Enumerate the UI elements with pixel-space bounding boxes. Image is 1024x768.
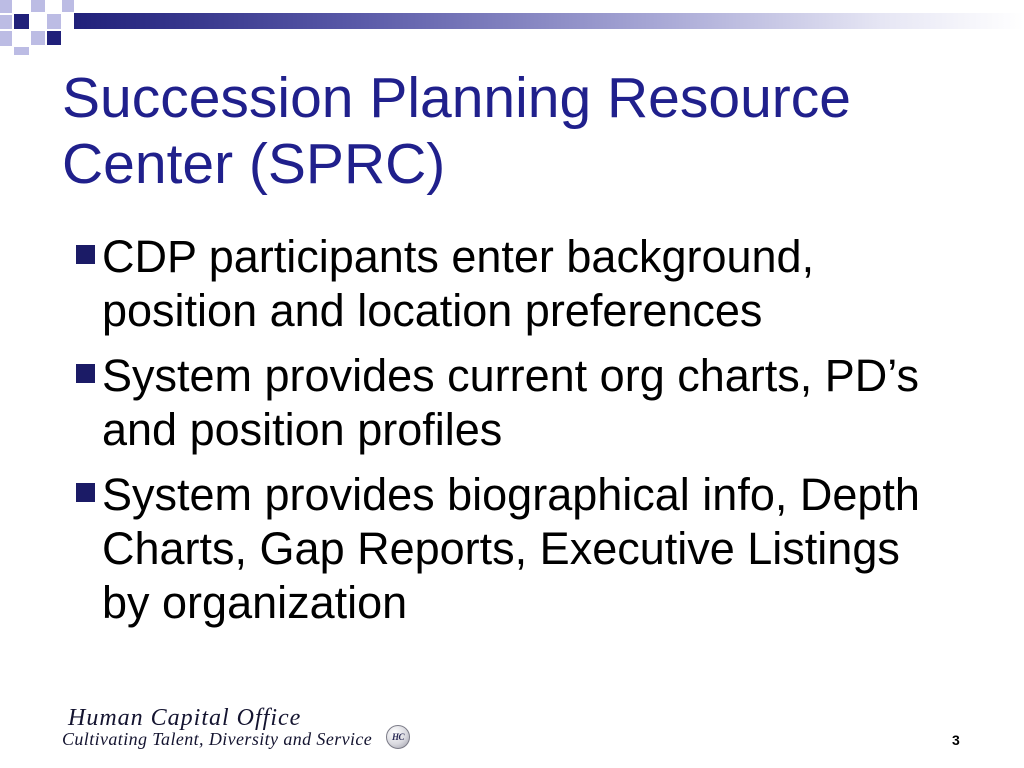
bullet-text-line: Charts, Gap Reports, Executive Listings: [102, 523, 900, 574]
corner-square-pattern: [0, 0, 76, 56]
decorative-square: [14, 14, 29, 29]
decorative-square: [47, 31, 61, 45]
footer-org-name: Human Capital Office: [68, 705, 302, 731]
decorative-square: [31, 31, 45, 45]
hc-seal-icon: [386, 725, 410, 749]
square-bullet-icon: [76, 245, 95, 264]
page-number: 3: [952, 732, 960, 748]
bullet-list: [0, 230, 1024, 630]
bullet-item: [0, 468, 1024, 630]
decorative-square: [14, 47, 29, 55]
square-bullet-icon: [76, 483, 95, 502]
bullet-text-line: and position profiles: [102, 404, 503, 455]
bullet-item: [0, 349, 1024, 457]
bullet-text-line: by organization: [102, 577, 408, 628]
slide-title: Succession Planning Resource Center (SPRC): [62, 66, 851, 196]
decorative-square: [0, 15, 12, 29]
bullet-text-line: CDP participants enter background,: [102, 231, 815, 282]
decorative-square: [62, 0, 74, 12]
footer-tagline: Cultivating Talent, Diversity and Service: [62, 729, 373, 749]
decorative-square: [0, 31, 12, 46]
decorative-square: [47, 14, 61, 29]
header-gradient-bar: [74, 13, 1024, 29]
bullet-item: [0, 230, 1024, 338]
bullet-text-line: position and location preferences: [102, 285, 763, 336]
bullet-text-line: System provides current org charts, PD’s: [102, 350, 919, 401]
logo-lettering: HC: [391, 731, 404, 742]
square-bullet-icon: [76, 364, 95, 383]
decorative-square: [0, 0, 12, 13]
bullet-text-line: System provides biographical info, Depth: [102, 469, 920, 520]
decorative-square: [31, 0, 45, 12]
